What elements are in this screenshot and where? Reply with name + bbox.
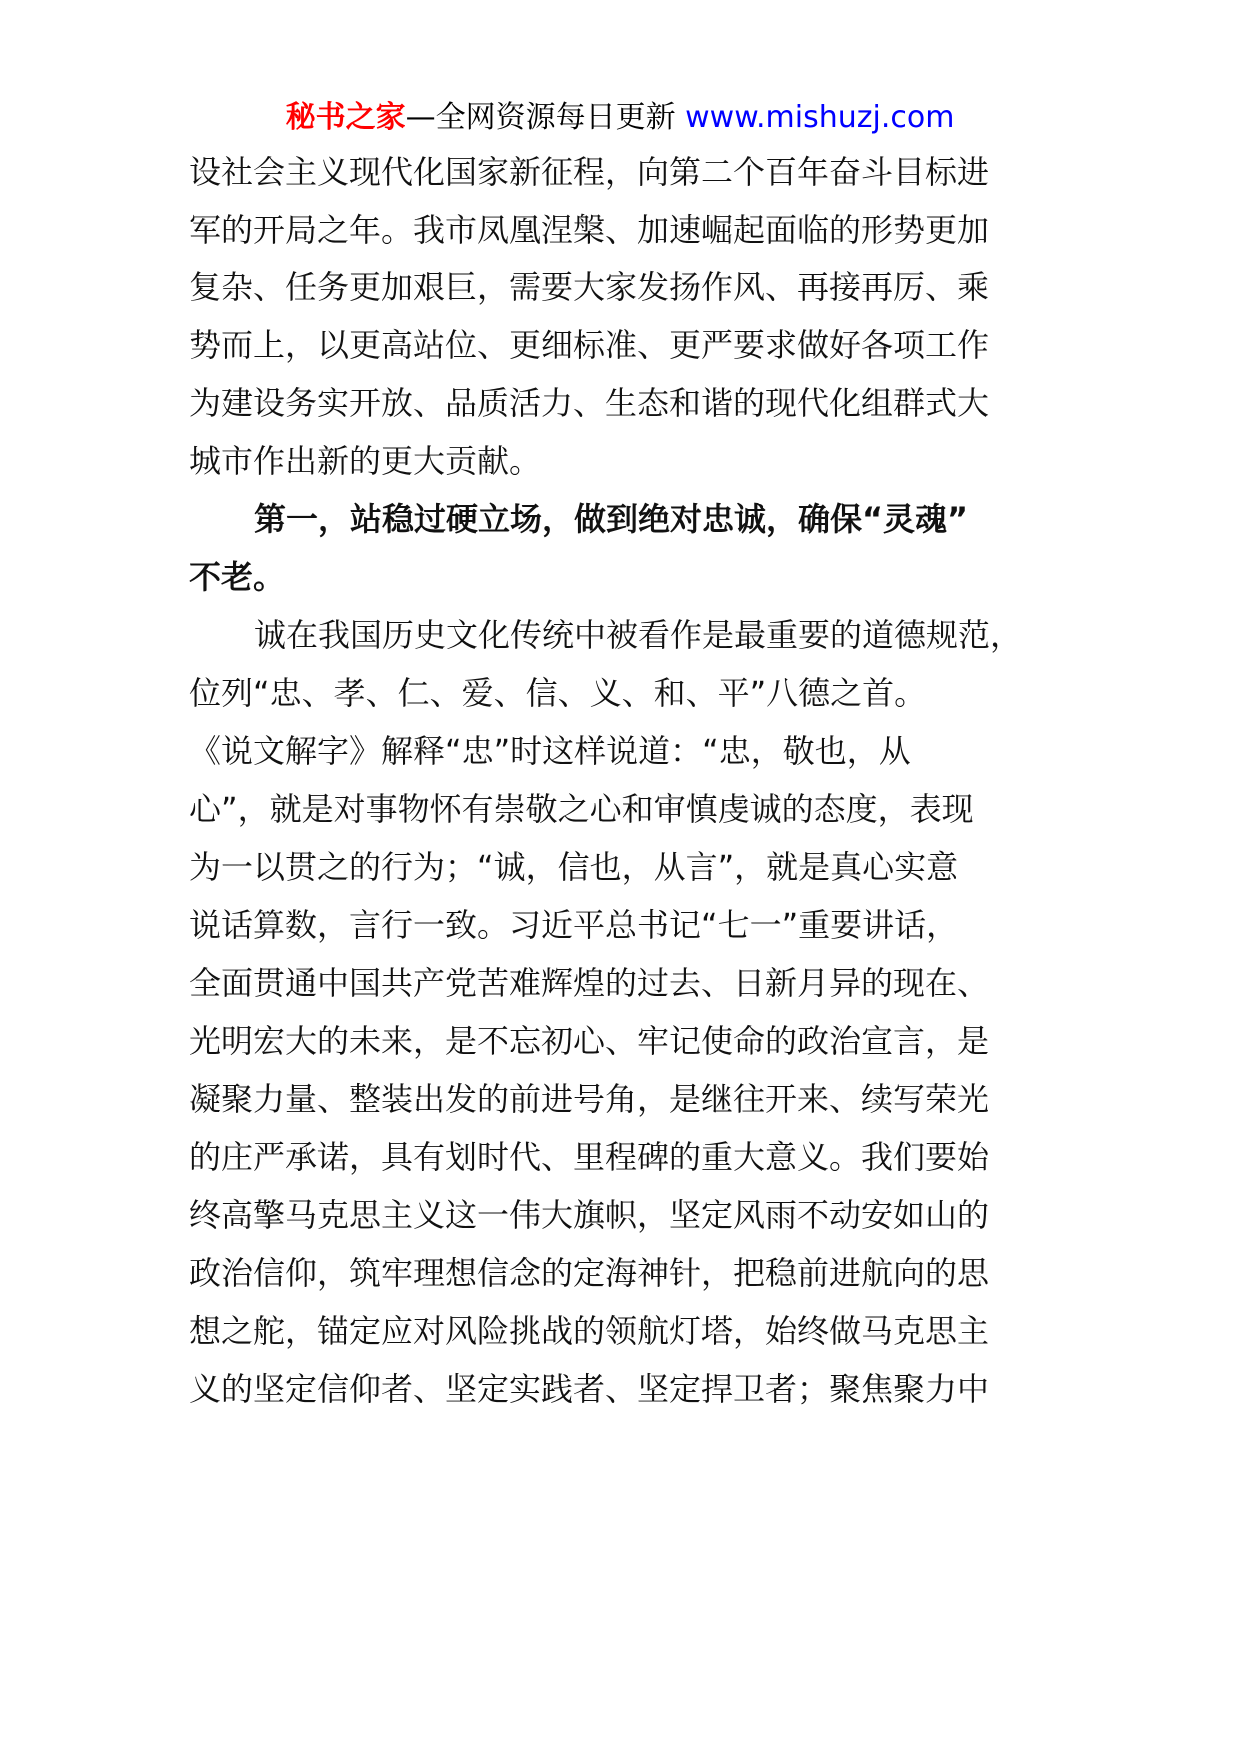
text-line: 凝聚力量、整装出发的前进号角，是继往开来、续写荣光 xyxy=(189,1080,990,1118)
text-line: 光明宏大的未来，是不忘初心、牢记使命的政治宣言，是 xyxy=(189,1022,990,1060)
section-heading-line: 第一，站稳过硬立场，做到绝对忠诚，确保“灵魂” xyxy=(254,500,969,538)
text-line: 全面贯通中国共产党苦难辉煌的过去、日新月异的现在、 xyxy=(189,964,990,1002)
section-heading-line: 不老。 xyxy=(189,558,286,596)
text-line: 想之舵，锚定应对风险挑战的领航灯塔，始终做马克思主 xyxy=(189,1312,990,1350)
brand-name: 秘书之家 xyxy=(285,100,406,135)
text-line: 城市作出新的更大贡献。 xyxy=(189,442,542,480)
text-line: 政治信仰，筑牢理想信念的定海神针，把稳前进航向的思 xyxy=(189,1254,990,1292)
text-line: 终高擎马克思主义这一伟大旗帜，坚定风雨不动安如山的 xyxy=(189,1196,990,1234)
text-line: 义的坚定信仰者、坚定实践者、坚定捍卫者；聚焦聚力中 xyxy=(189,1370,990,1408)
text-line: 《说文解字》解释“忠”时这样说道：“忠，敬也，从 xyxy=(189,732,911,770)
header-tagline: —全网资源每日更新 xyxy=(405,100,686,135)
text-line: 军的开局之年。我市凤凰涅槃、加速崛起面临的形势更加 xyxy=(189,211,990,249)
text-line: 心”，就是对事物怀有崇敬之心和审慎虔诚的态度，表现 xyxy=(189,790,974,828)
text-line: 说话算数，言行一致。习近平总书记“七一”重要讲话， xyxy=(189,906,959,944)
text-line: 复杂、任务更加艰巨，需要大家发扬作风、再接再厉、乘 xyxy=(189,268,990,306)
text-line: 的庄严承诺，具有划时代、里程碑的重大意义。我们要始 xyxy=(189,1138,990,1176)
page-header xyxy=(0,98,1240,138)
text-line: 为建设务实开放、品质活力、生态和谐的现代化组群式大 xyxy=(189,384,990,422)
text-line: 诚在我国历史文化传统中被看作是最重要的道德规范， xyxy=(254,616,1023,654)
website-link[interactable]: www.mishuzj.com xyxy=(685,100,955,135)
text-line: 为一以贯之的行为；“诚，信也，从言”，就是真心实意 xyxy=(189,848,959,886)
text-line: 位列“忠、孝、仁、爱、信、义、和、平”八德之首。 xyxy=(189,674,927,712)
text-line: 势而上，以更高站位、更细标准、更严要求做好各项工作 xyxy=(189,326,990,364)
text-line: 设社会主义现代化国家新征程，向第二个百年奋斗目标进 xyxy=(189,153,990,191)
